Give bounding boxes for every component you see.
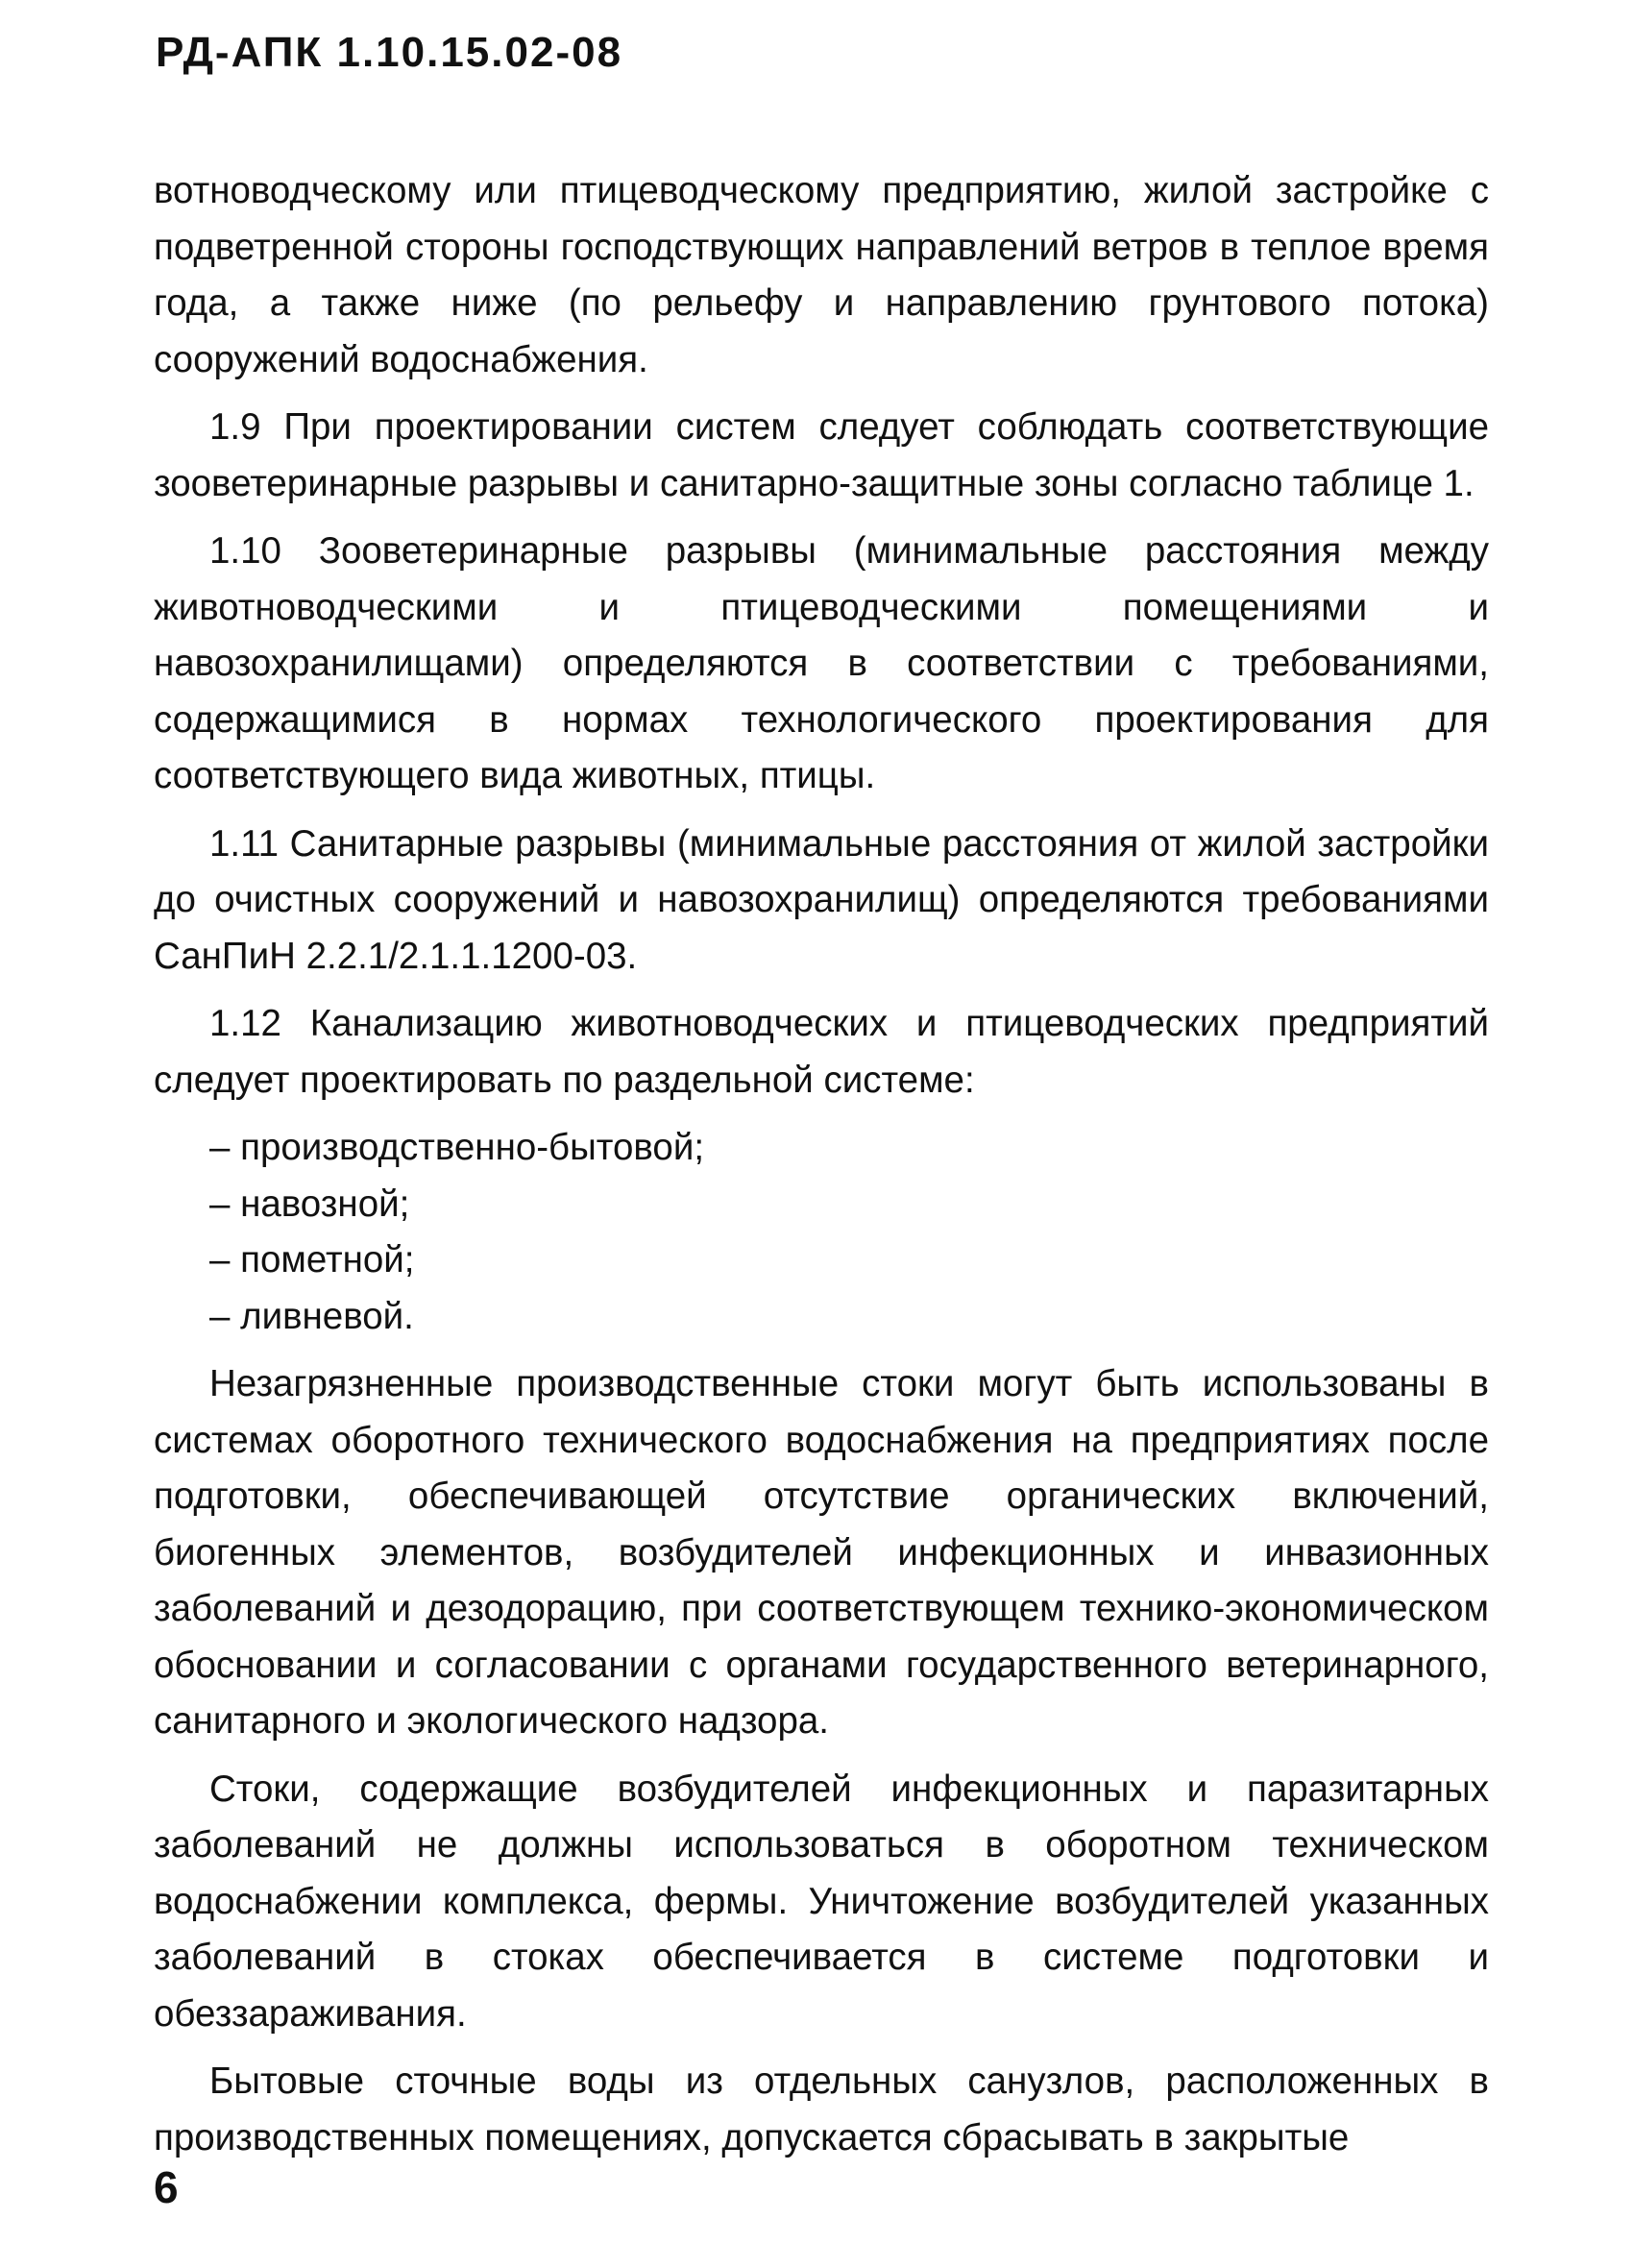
paragraph-1-11: 1.11 Санитарные разрывы (минимальные расстояния от жилой застройки до очистных сооружений и навозохранилищ) определяются требованиями СанПиН 2.2.1/2.1.1.1200-03.: [154, 822, 1489, 977]
paragraph-domestic-wastewater: Бытовые сточные воды из отдельных санузлов, расположенных в производственных помещениях, допускается сбрасывать в закрытые: [154, 2061, 1489, 2158]
paragraph-1-12: 1.12 Канализацию животноводческих и птицеводческих предприятий следует проектировать по раздельной системе:: [154, 1003, 1489, 1101]
paragraph-1-9: 1.9 При проектировании систем следует соблюдать соответствующие зооветеринарные разрывы и санитарно-защитные зоны согласно таблице 1.: [154, 406, 1489, 504]
paragraph-infectious-effluents: Стоки, содержащие возбудителей инфекционных и паразитарных заболеваний не должны использоваться в оборотном техническом водоснабжении комплекса, фермы. Уничтожение возбудителей указанных заболеваний в стоках обеспечивается в системе подготовки и обеззараживания.: [154, 1768, 1489, 2035]
list-item: – навозной;: [209, 1183, 410, 1225]
document-code-header: РД-АПК 1.10.15.02-08: [156, 29, 623, 76]
list-item: – производственно-бытовой;: [209, 1127, 705, 1168]
paragraph-continuation: вотноводческому или птицеводческому предприятию, жилой застройке с подветренной стороны господствующих направлений ветров в теплое время года, а также ниже (по рельефу и направлению грунтового потока) сооружений водоснабжения.: [154, 170, 1489, 380]
document-body: [154, 163, 1489, 2178]
list-item: – ливневой.: [209, 1295, 414, 1337]
page-number: 6: [154, 2162, 179, 2212]
paragraph-unpolluted-effluents: Незагрязненные производственные стоки могут быть использованы в системах оборотного технического водоснабжения на предприятиях после подготовки, обеспечивающей отсутствие органических включений, биогенных элементов, возбудителей инфекционных и инвазионных заболеваний и дезодорацию, при соответствующем технико-экономическом обосновании и согласовании с органами государственного ветеринарного, санитарного и экологического надзора.: [154, 1363, 1489, 1742]
paragraph-1-10: 1.10 Зооветеринарные разрывы (минимальные расстояния между животноводческими и птицеводческими помещениями и навозохранилищами) определяются в соответствии с требованиями, содержащимися в нормах технологического проектирования для соответствующего вида животных, птицы.: [154, 530, 1489, 796]
list-item: – пометной;: [209, 1239, 415, 1280]
sewerage-system-list: [154, 1120, 1489, 1345]
